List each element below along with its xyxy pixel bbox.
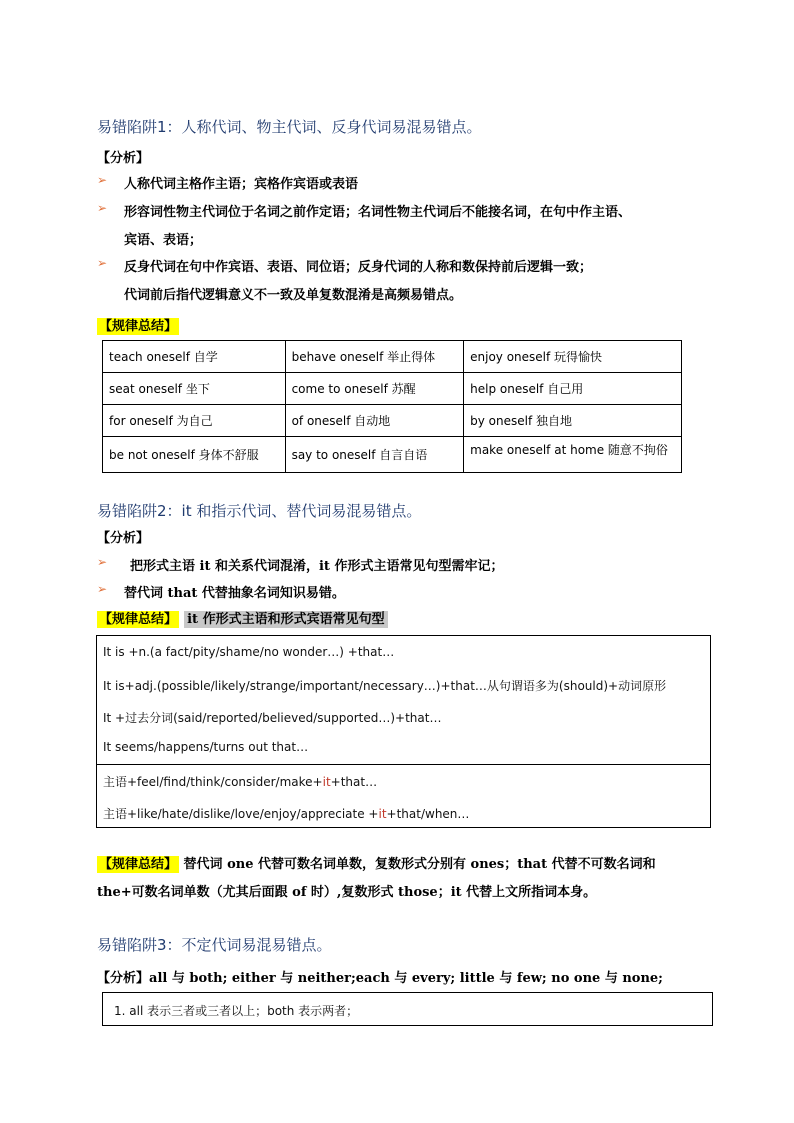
- trap2-bullet-1: 把形式主语 it 和关系代词混淆，it 作形式主语常见句型需牢记；: [130, 559, 504, 574]
- trap2-heading: [97, 500, 421, 521]
- pattern-line: It +过去分词(said/reported/believed/supported…)+that…: [103, 711, 442, 725]
- pattern-it: it: [322, 775, 331, 789]
- table-cell: come to oneself 苏醒: [285, 373, 464, 405]
- pattern-text: +that…: [330, 775, 378, 789]
- table-row: [103, 405, 682, 437]
- table-cell: be not oneself 身体不舒服: [103, 437, 286, 473]
- trap2-heading-prefix: 易错陷阱2：: [97, 502, 182, 520]
- bullet-arrow-icon: ➢: [97, 256, 108, 270]
- trap1-bullet-3: 反身代词在句中作宾语、表语、同位语；反身代词的人称和数保持前后逻辑一致；: [124, 260, 593, 275]
- bullet-arrow-icon: ➢: [97, 582, 108, 596]
- trap2-analysis-label: 【分析】: [97, 531, 150, 546]
- trap1-bullet-1: 人称代词主格作主语；宾格作宾语或表语: [124, 177, 359, 192]
- table-cell: behave oneself 举止得体: [285, 341, 464, 373]
- pattern-it: it: [378, 807, 387, 821]
- pattern-text: 主语+like/hate/dislike/love/enjoy/appreciate +: [103, 807, 379, 821]
- trap1-rule-label: 【规律总结】: [99, 319, 178, 334]
- table-cell: for oneself 为自己: [103, 405, 286, 437]
- trap3-analysis-label: 【分析】: [97, 971, 150, 986]
- pattern-text: +that/when…: [386, 807, 470, 821]
- trap2-pattern-box: [96, 635, 711, 828]
- trap2-rule2-line2: the+可数名词单数（尤其后面跟 of 时）,复数形式 those；it 代替上文所指词本身。: [97, 885, 597, 900]
- trap2-rule2-text1: 替代词 one 代替可数名词单数，复数形式分别有 ones；that 代替不可数名词和: [183, 857, 656, 872]
- trap1-heading-text: 人称代词、物主代词、反身代词易混易错点。: [181, 118, 482, 136]
- trap2-rule-title: it 作形式主语和形式宾语常见句型: [184, 611, 387, 628]
- bullet-arrow-icon: ➢: [97, 201, 108, 215]
- trap2-rule-row: [97, 608, 388, 627]
- trap3-analysis: [97, 967, 663, 986]
- table-row: [103, 373, 682, 405]
- trap1-bullet-3-cont: 代词前后指代逻辑意义不一致及单复数混淆是高频易错点。: [124, 288, 463, 303]
- pattern-text: 主语+feel/find/think/consider/make+: [103, 775, 323, 789]
- trap2-heading-text: it 和指示代词、替代词易混易错点。: [181, 502, 422, 520]
- table-cell: teach oneself 自学: [103, 341, 286, 373]
- table-cell: help oneself 自己用: [464, 373, 682, 405]
- table-cell: seat oneself 坐下: [103, 373, 286, 405]
- trap2-rule2-label: 【规律总结】: [99, 857, 178, 872]
- trap2-rule2-line1: [97, 853, 656, 872]
- trap1-bullet-2-cont: 宾语、表语；: [124, 233, 203, 248]
- table-row: [103, 341, 682, 373]
- table-cell: by oneself 独自地: [464, 405, 682, 437]
- pattern-line: It is +n.(a fact/pity/shame/no wonder…) +that…: [103, 645, 395, 659]
- trap1-heading: [97, 116, 482, 137]
- bullet-arrow-icon: ➢: [97, 173, 108, 187]
- trap1-rule-label-wrap: [97, 315, 179, 334]
- bullet-arrow-icon: ➢: [97, 555, 108, 569]
- table-row: [103, 437, 682, 473]
- trap2-rule-label: 【规律总结】: [99, 612, 178, 627]
- pattern-line: It is+adj.(possible/likely/strange/important/necessary…)+that…从句谓语多为(should)+动词原形: [103, 679, 667, 693]
- table-cell: enjoy oneself 玩得愉快: [464, 341, 682, 373]
- trap3-heading: [97, 934, 332, 955]
- trap3-analysis-text: all 与 both; either 与 neither;each 与 every; little 与 few; no one 与 none;: [149, 971, 663, 986]
- pattern-line-object: [103, 805, 469, 822]
- trap1-analysis-label: 【分析】: [97, 151, 150, 166]
- trap3-heading-text: 不定代词易混易错点。: [181, 936, 332, 954]
- table-cell: make oneself at home 随意不拘俗: [464, 437, 682, 473]
- pattern-line-object: [103, 773, 377, 790]
- table-cell: of oneself 自动地: [285, 405, 464, 437]
- trap2-bullet-2: 替代词 that 代替抽象名词知识易错。: [124, 586, 345, 601]
- table-cell: say to oneself 自言自语: [285, 437, 464, 473]
- pattern-line: It seems/happens/turns out that…: [103, 740, 309, 754]
- box-divider: [97, 764, 710, 765]
- trap1-phrase-table: [102, 340, 682, 473]
- trap3-box-line: 1. all 表示三者或三者以上；both 表示两者；: [114, 1004, 359, 1018]
- trap1-bullet-2: 形容词性物主代词位于名词之前作定语；名词性物主代词后不能接名词，在句中作主语、: [124, 205, 632, 220]
- trap3-heading-prefix: 易错陷阱3：: [97, 936, 182, 954]
- trap1-heading-prefix: 易错陷阱1：: [97, 118, 182, 136]
